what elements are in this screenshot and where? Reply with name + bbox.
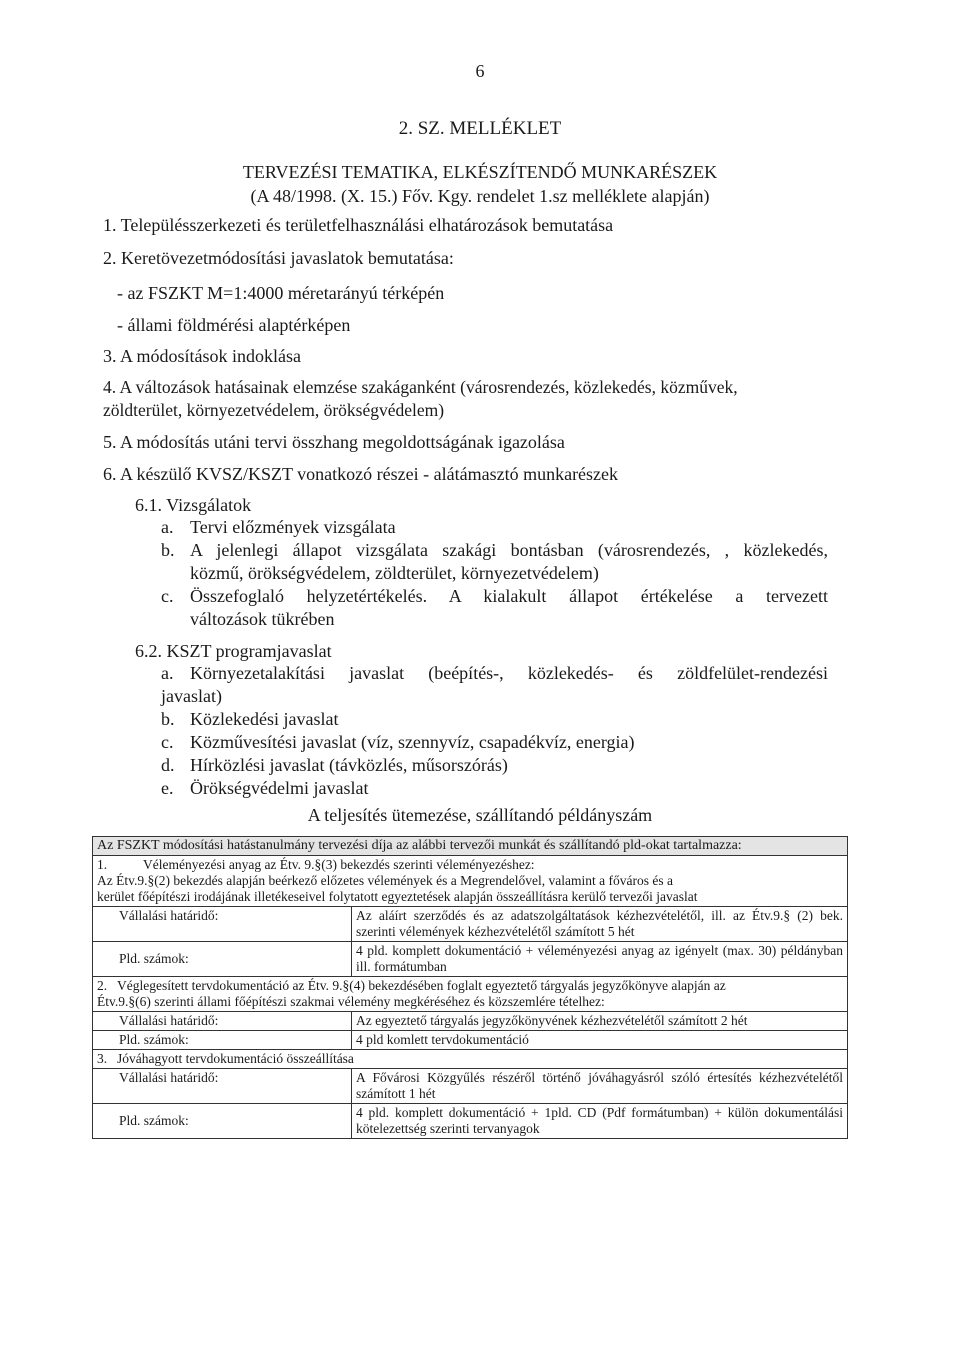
stage-1-description xyxy=(93,856,848,907)
item-4-line-2: zöldterület, környezetvédelem, örökségvédelem) xyxy=(103,400,445,420)
stage-2-description xyxy=(93,977,848,1012)
stage-2-copies-label: Pld. számok: xyxy=(93,1031,352,1050)
page-number: 6 xyxy=(475,61,485,81)
item-2b: - állami földmérési alaptérképen xyxy=(117,315,351,335)
stage-3-copies-label: Pld. számok: xyxy=(93,1104,352,1139)
schedule-title: A teljesítés ütemezése, szállítandó példányszám xyxy=(307,805,653,825)
subtitle-line-1: TERVEZÉSI TEMATIKA, ELKÉSZÍTENDŐ MUNKARÉSZEK xyxy=(242,162,718,182)
item-5: 5. A módosítás utáni tervi összhang megoldottságának igazolása xyxy=(103,432,565,452)
item-2a: - az FSZKT M=1:4000 méretarányú térképén xyxy=(117,283,445,303)
item-6-2-c: Közművesítési javaslat (víz, szennyvíz, csapadékvíz, energia) xyxy=(190,732,635,752)
item-6-1-a: Tervi előzmények vizsgálata xyxy=(190,517,396,537)
stage-2-deadline: Az egyeztető tárgyalás jegyzőkönyvének kézhezvételétől számított 2 hét xyxy=(352,1012,848,1031)
item-6-1-b-letter: b. xyxy=(161,540,175,560)
item-6-2-d-letter: d. xyxy=(161,755,175,775)
stage-3-title: Jóváhagyott tervdokumentáció összeállítása xyxy=(117,1051,354,1066)
item-6-2-e: Örökségvédelmi javaslat xyxy=(190,778,369,798)
item-3: 3. A módosítások indoklása xyxy=(103,346,301,366)
stage-2-index: 2. xyxy=(97,978,108,993)
item-6-2-a-letter: a. xyxy=(161,663,174,683)
stage-2-deadline-label: Vállalási határidő: xyxy=(93,1012,352,1031)
item-6-1-b-line-1: A jelenlegi állapot vizsgálata szakági bontásban (városrendezés, , közlekedés, xyxy=(190,540,828,560)
item-6-2-b-letter: b. xyxy=(161,709,175,729)
annex-title: 2. SZ. MELLÉKLET xyxy=(398,118,562,139)
table-header: Az FSZKT módosítási hatástanulmány tervezési díja az alábbi tervezői munkát és szállítandó pld-okat tartalmazza: xyxy=(93,837,848,856)
stage-3-deadline-label: Vállalási határidő: xyxy=(93,1069,352,1104)
stage-1-desc-line-1: Az Étv.9.§(2) bekezdés alapján beérkező előzetes vélemények és a Megrendelővel, valamint a főváros és a xyxy=(97,873,673,888)
stage-3-index: 3. xyxy=(97,1051,108,1066)
item-4-line-1: 4. A változások hatásainak elemzése szakáganként (városrendezés, közlekedés, közművek, xyxy=(103,377,738,397)
item-6-2: 6.2. KSZT programjavaslat xyxy=(135,641,332,661)
item-6-1-c-letter: c. xyxy=(161,586,174,606)
subtitle-line-2: (A 48/1998. (X. 15.) Főv. Kgy. rendelet 1.sz melléklete alapján) xyxy=(250,186,710,206)
stage-1-deadline: Az aláírt szerződés és az adatszolgáltatások kézhezvételétől, ill. az Étv.9.§ (2) bek. szerinti vélemények kézhezvételétől számított 5 hét xyxy=(352,907,848,942)
stage-1-index: 1. xyxy=(97,857,108,872)
item-6-2-b: Közlekedési javaslat xyxy=(190,709,339,729)
item-1: 1. Településszerkezeti és területfelhasználási elhatározások bemutatása xyxy=(103,215,614,235)
item-6-2-d: Hírközlési javaslat (távközlés, műsorszórás) xyxy=(190,755,508,775)
stage-1-title: Véleményezési anyag az Étv. 9.§(3) bekezdés szerinti véleményezéshez: xyxy=(143,857,535,872)
stage-3-description xyxy=(93,1050,848,1069)
item-6: 6. A készülő KVSZ/KSZT vonatkozó részei - alátámasztó munkarészek xyxy=(103,464,619,484)
item-6-1-a-letter: a. xyxy=(161,517,174,537)
item-6-1-c-line-2: változások tükrében xyxy=(190,609,335,629)
stage-2-desc-line-2: Étv.9.§(6) szerinti állami főépítészi szakmai vélemény megkéréséhez és közszemlére tételhez: xyxy=(97,994,605,1009)
schedule-table xyxy=(92,836,848,1139)
item-6-2-a-line-2: javaslat) xyxy=(161,686,222,706)
item-6-1-b-line-2: közmű, örökségvédelem, zöldterület, környezetvédelem) xyxy=(190,563,599,583)
item-6-2-c-letter: c. xyxy=(161,732,174,752)
stage-1-desc-line-2: kerület főépítészi irodájának illetékeseivel folytatott egyeztetések alapján összeállításra kerülő tervezői javaslat xyxy=(97,889,698,904)
stage-3-deadline: A Fővárosi Közgyűlés részéről történő jóváhagyásról szóló értesítés kézhezvételétől számított 1 hét xyxy=(352,1069,848,1104)
stage-2-copies: 4 pld komlett tervdokumentáció xyxy=(352,1031,848,1050)
stage-1-copies: 4 pld. komplett dokumentáció + véleményezési anyag az igényelt (max. 30) példányban ill. formátumban xyxy=(352,942,848,977)
item-6-2-e-letter: e. xyxy=(161,778,174,798)
item-6-2-a-line-1: Környezetalakítási javaslat (beépítés-, közlekedés- és zöldfelület-rendezési xyxy=(190,663,828,683)
stage-1-deadline-label: Vállalási határidő: xyxy=(93,907,352,942)
stage-1-copies-label: Pld. számok: xyxy=(93,942,352,977)
stage-3-copies: 4 pld. komplett dokumentáció + 1pld. CD (Pdf formátumban) + külön dokumentálási kötelezettség szerinti tervanyagok xyxy=(352,1104,848,1139)
item-2: 2. Keretövezetmódosítási javaslatok bemutatása: xyxy=(103,248,454,268)
stage-2-desc-line-1: Véglegesített tervdokumentáció az Étv. 9.§(4) bekezdésében foglalt egyeztető tárgyalás jegyzőkönyve alapján az xyxy=(117,978,726,993)
item-6-1-c-line-1: Összefoglaló helyzetértékelés. A kialakult állapot értékelése a tervezett xyxy=(190,586,828,606)
item-6-1: 6.1. Vizsgálatok xyxy=(135,495,252,515)
